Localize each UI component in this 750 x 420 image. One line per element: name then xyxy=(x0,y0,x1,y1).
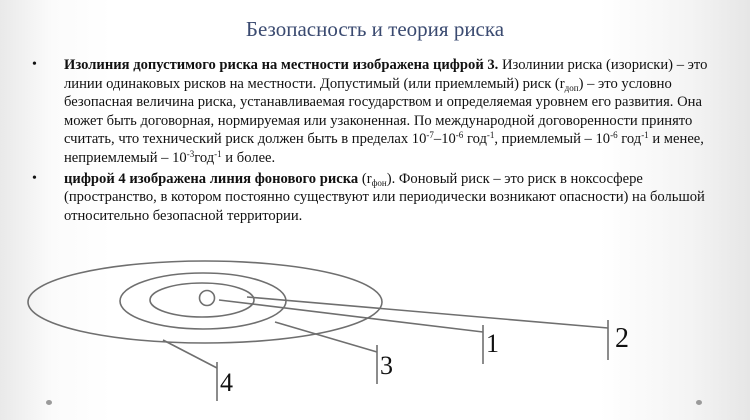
superscript: -6 xyxy=(455,130,464,141)
bullet-text: год xyxy=(617,131,642,148)
bullet-text: ). Фоновый риск – это риск в ноксосфере (пространство, в котором постоянно существуют или периодически возникают опасности) на большой относительно безопасной территории. xyxy=(64,170,705,224)
bullet-text: год xyxy=(463,131,487,148)
superscript: -3 xyxy=(186,148,195,159)
bullet-text: и более. xyxy=(221,149,276,166)
superscript: -6 xyxy=(610,130,618,141)
slide-title: Безопасность и теория риска xyxy=(245,17,505,41)
superscript: -1 xyxy=(641,130,649,141)
subscript: фон xyxy=(371,177,387,188)
superscript: -7 xyxy=(426,130,434,141)
bullet-text: ) – это условно безопасная величина риска, устанавливаемая государством и определяемая уровнем его развития. Она может быть договорная, нормируемая или узаконенная. По международной договоренности принято считать, что технический риск должен быть в пределах 10 xyxy=(64,75,702,148)
isoline-3-middle-ellipse xyxy=(120,273,286,329)
leader-line-1 xyxy=(219,300,483,332)
risk-source-circle xyxy=(200,291,215,306)
bullet-dot-icon: • xyxy=(32,57,37,72)
isoline-1-inner-ellipse xyxy=(150,283,254,317)
leader-line-4 xyxy=(163,340,217,368)
label-1: 1 xyxy=(486,329,499,358)
bullet-text: , приемлемый – 10 xyxy=(494,131,611,148)
bullet-heading: Изолиния допустимого риска на местности изображена цифрой 3. xyxy=(64,57,499,73)
label-3: 3 xyxy=(380,351,393,380)
leader-line-3 xyxy=(275,322,377,352)
slide-nav-dot-right xyxy=(696,400,702,405)
slide-nav-dot-left xyxy=(46,400,52,405)
bullet-text: и менее, неприемлемый – 10 xyxy=(64,131,704,166)
bullet-dot-icon: • xyxy=(32,170,37,186)
superscript: -1 xyxy=(486,130,495,141)
label-2: 2 xyxy=(615,323,629,354)
subscript: доп xyxy=(564,82,579,93)
leader-line-2 xyxy=(247,297,608,328)
bullet-heading: цифрой 4 изображена линия фонового риска xyxy=(64,170,359,187)
bullet-text: год xyxy=(194,149,215,166)
bullet-text: –10 xyxy=(433,131,456,148)
superscript: -1 xyxy=(214,148,222,159)
label-4: 4 xyxy=(220,368,233,397)
bullet-text: (r xyxy=(358,170,372,187)
bullet-text: Изолинии риска (изориски) – это линии одинаковых рисков на местности. Допустимый (или приемлемый) риск (r xyxy=(64,57,708,92)
